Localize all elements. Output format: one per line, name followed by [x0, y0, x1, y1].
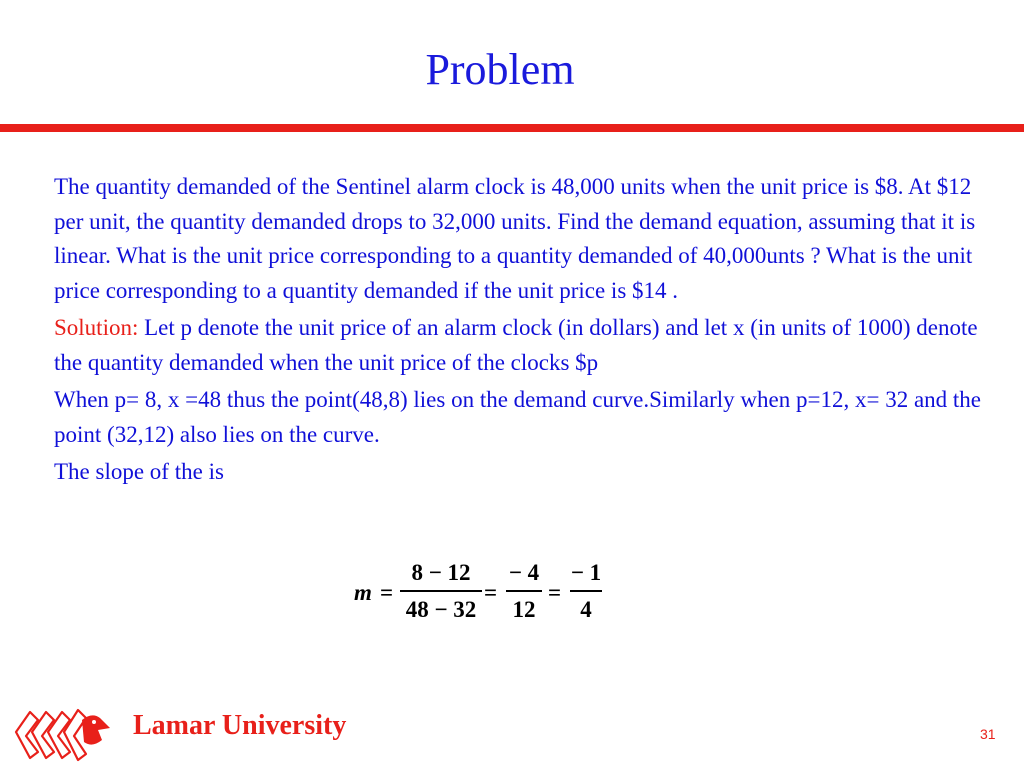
formula-equals-1: = [380, 580, 394, 605]
fraction-3-numerator: − 1 [570, 558, 602, 592]
formula-fraction-1 [400, 558, 482, 625]
fraction-1-denominator: 48 − 32 [405, 597, 477, 622]
formula-fraction-3 [570, 558, 602, 625]
solution-text: Let p denote the unit price of an alarm clock (in dollars) and let x (in units of 1000) denote the quantity demanded when the unit price of the clocks $p [54, 315, 978, 375]
problem-paragraph: The quantity demanded of the Sentinel alarm clock is 48,000 units when the unit price is $8. At $12 per unit, the quantity demanded drops to 32,000 units. Find the demand equation, assuming that it is linear. What is the unit price corresponding to a quantity demanded of 40,000unts ? What is the unit price corresponding to a quantity demanded if the unit price is $14 . [54, 174, 976, 303]
institution-name: Lamar University [133, 710, 347, 741]
slide-body [54, 170, 984, 493]
title-divider [0, 124, 1024, 132]
formula-variable: m [354, 580, 372, 605]
fraction-2-denominator: 12 [512, 597, 536, 622]
slide-title: Problem [425, 45, 575, 94]
page-number: 31 [980, 726, 996, 742]
formula-fraction-2 [506, 558, 542, 625]
formula-equals-3: = [548, 580, 562, 605]
cardinal-logo-icon [12, 702, 112, 762]
solution-paragraph [54, 311, 984, 380]
fraction-1-numerator: 8 − 12 [400, 558, 482, 592]
fraction-2-numerator: − 4 [506, 558, 542, 592]
solution-label: Solution: [54, 315, 139, 340]
formula-equals-2: = [484, 580, 498, 605]
slope-paragraph: The slope of the is [54, 459, 224, 484]
points-paragraph: When p= 8, x =48 thus the point(48,8) lies on the demand curve.Similarly when p=12, x= 32 and the point (32,12) also lies on the curve. [54, 387, 981, 447]
fraction-3-denominator: 4 [580, 597, 592, 622]
